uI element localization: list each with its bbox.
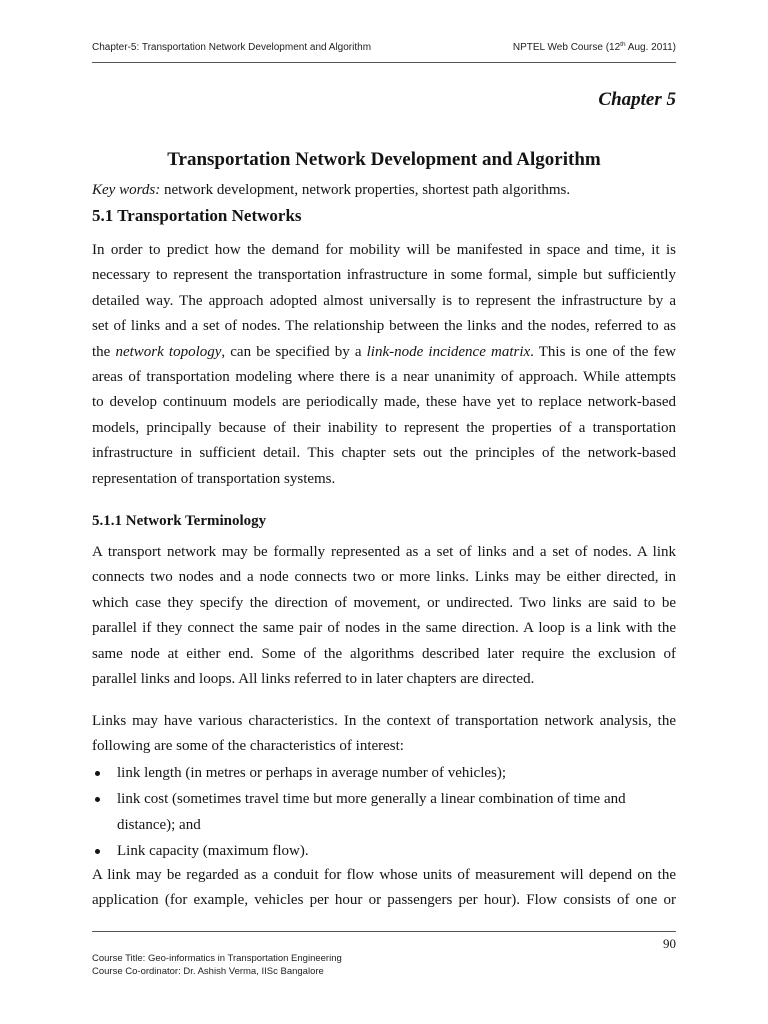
bullet-marker [95,771,100,776]
line-text: , can be specified by a [221,343,367,360]
paragraph-line: In order to predict how the demand for mobility will be manifested in space and time, it is [92,242,676,258]
paragraph-line: parallel links and loops. All links referred to in later chapters are directed. [92,670,535,687]
bullet-item-link-cost [92,786,676,838]
bullet-item-link-length [92,760,676,786]
paragraph-line: application (for example, vehicles per hour or passengers per hour). Flow consists of one or [92,892,676,909]
emphasis-text: link-node incidence matrix [366,343,531,360]
paragraph-line: models, principally because of their inability to represent the properties of a transportation [92,419,676,436]
header-course-text: NPTEL Web Course (12 [512,42,621,53]
paragraph-line: Links may have various characteristics. In the context of transportation network analysis, the [92,713,676,729]
emphasis-text: network topology [115,343,222,360]
line-text: . This is one of the few [530,343,676,360]
paragraph-line: areas of transportation modeling where there is a near unanimity of approach. While attempts [92,368,676,385]
footer-course-coordinator: Course Co-ordinator: Dr. Ashish Verma, IISc Bangalore [92,966,324,977]
chapter-label: Chapter 5 [598,89,676,110]
paragraph-line: infrastructure in sufficient detail. This chapter sets out the principles of the network-based [92,445,676,462]
keywords-line [92,180,570,200]
page-number: 90 [663,936,676,951]
section-paragraph [92,238,676,492]
bullet-marker [95,849,100,854]
keywords-label: Key words: [92,182,161,198]
footer-course-title: Course Title: Geo-informatics in Transportation Engineering [92,953,342,964]
subsection-paragraph-3 [92,863,676,914]
paragraph-line: A link may be regarded as a conduit for flow whose units of measurement will depend on the [92,867,676,883]
paragraph-line [92,340,676,365]
header-date-superscript: th [620,41,626,48]
header-date-text: Aug. 2011) [625,42,676,53]
paragraph-line: same node at either end. Some of the algorithms described later require the exclusion of [92,645,676,662]
characteristics-bullet-list [92,760,676,864]
paragraph-line: connects two nodes and a node connects two or more links. Links may be either directed, in [92,569,676,586]
paragraph-line: to develop continuum models are periodically made, these have yet to replace network-based [92,394,676,411]
paragraph-line: detailed way. The approach adopted almost universally is to represent the infrastructure by a [92,292,676,309]
bullet-item-link-capacity [92,838,676,864]
chapter-title: Transportation Network Development and Algorithm [167,149,601,170]
paragraph-line: A transport network may be formally represented as a set of links and a set of nodes. A link [92,544,676,560]
bullet-marker [95,797,100,802]
paragraph-line: representation of transportation systems. [92,470,336,487]
bullet-text: link length (in metres or perhaps in average number of vehicles); [117,765,507,781]
paragraph-line: which case they specify the direction of movement, or undirected. Two links are said to be [92,594,676,611]
running-header-chapter: Chapter-5: Transportation Network Development and Algorithm [92,42,372,53]
paragraph-line: set of links and a set of nodes. The relationship between the links and the nodes, referred to as [92,318,676,335]
keywords-text: network development, network properties, shortest path algorithms. [163,182,571,198]
paragraph-line: following are some of the characteristics of interest: [92,738,404,755]
running-header-course [513,41,676,55]
paragraph-line: parallel if they connect the same pair of nodes in the same direction. A loop is a link with the [92,620,676,637]
header-rule [92,62,676,63]
bullet-text: Link capacity (maximum flow). [117,843,309,859]
line-text: the [92,343,116,360]
subsection-heading: 5.1.1 Network Terminology [92,513,267,529]
paragraph-line: necessary to represent the transportation infrastructure in some formal, simple but sufficiently [92,267,676,284]
subsection-paragraph-1 [92,540,676,692]
section-heading: 5.1 Transportation Networks [92,206,302,225]
footer-rule [92,931,676,932]
bullet-text-continued: distance); and [117,817,201,833]
subsection-paragraph-2 [92,709,676,760]
bullet-text: link cost (sometimes travel time but more generally a linear combination of time and [117,791,626,807]
